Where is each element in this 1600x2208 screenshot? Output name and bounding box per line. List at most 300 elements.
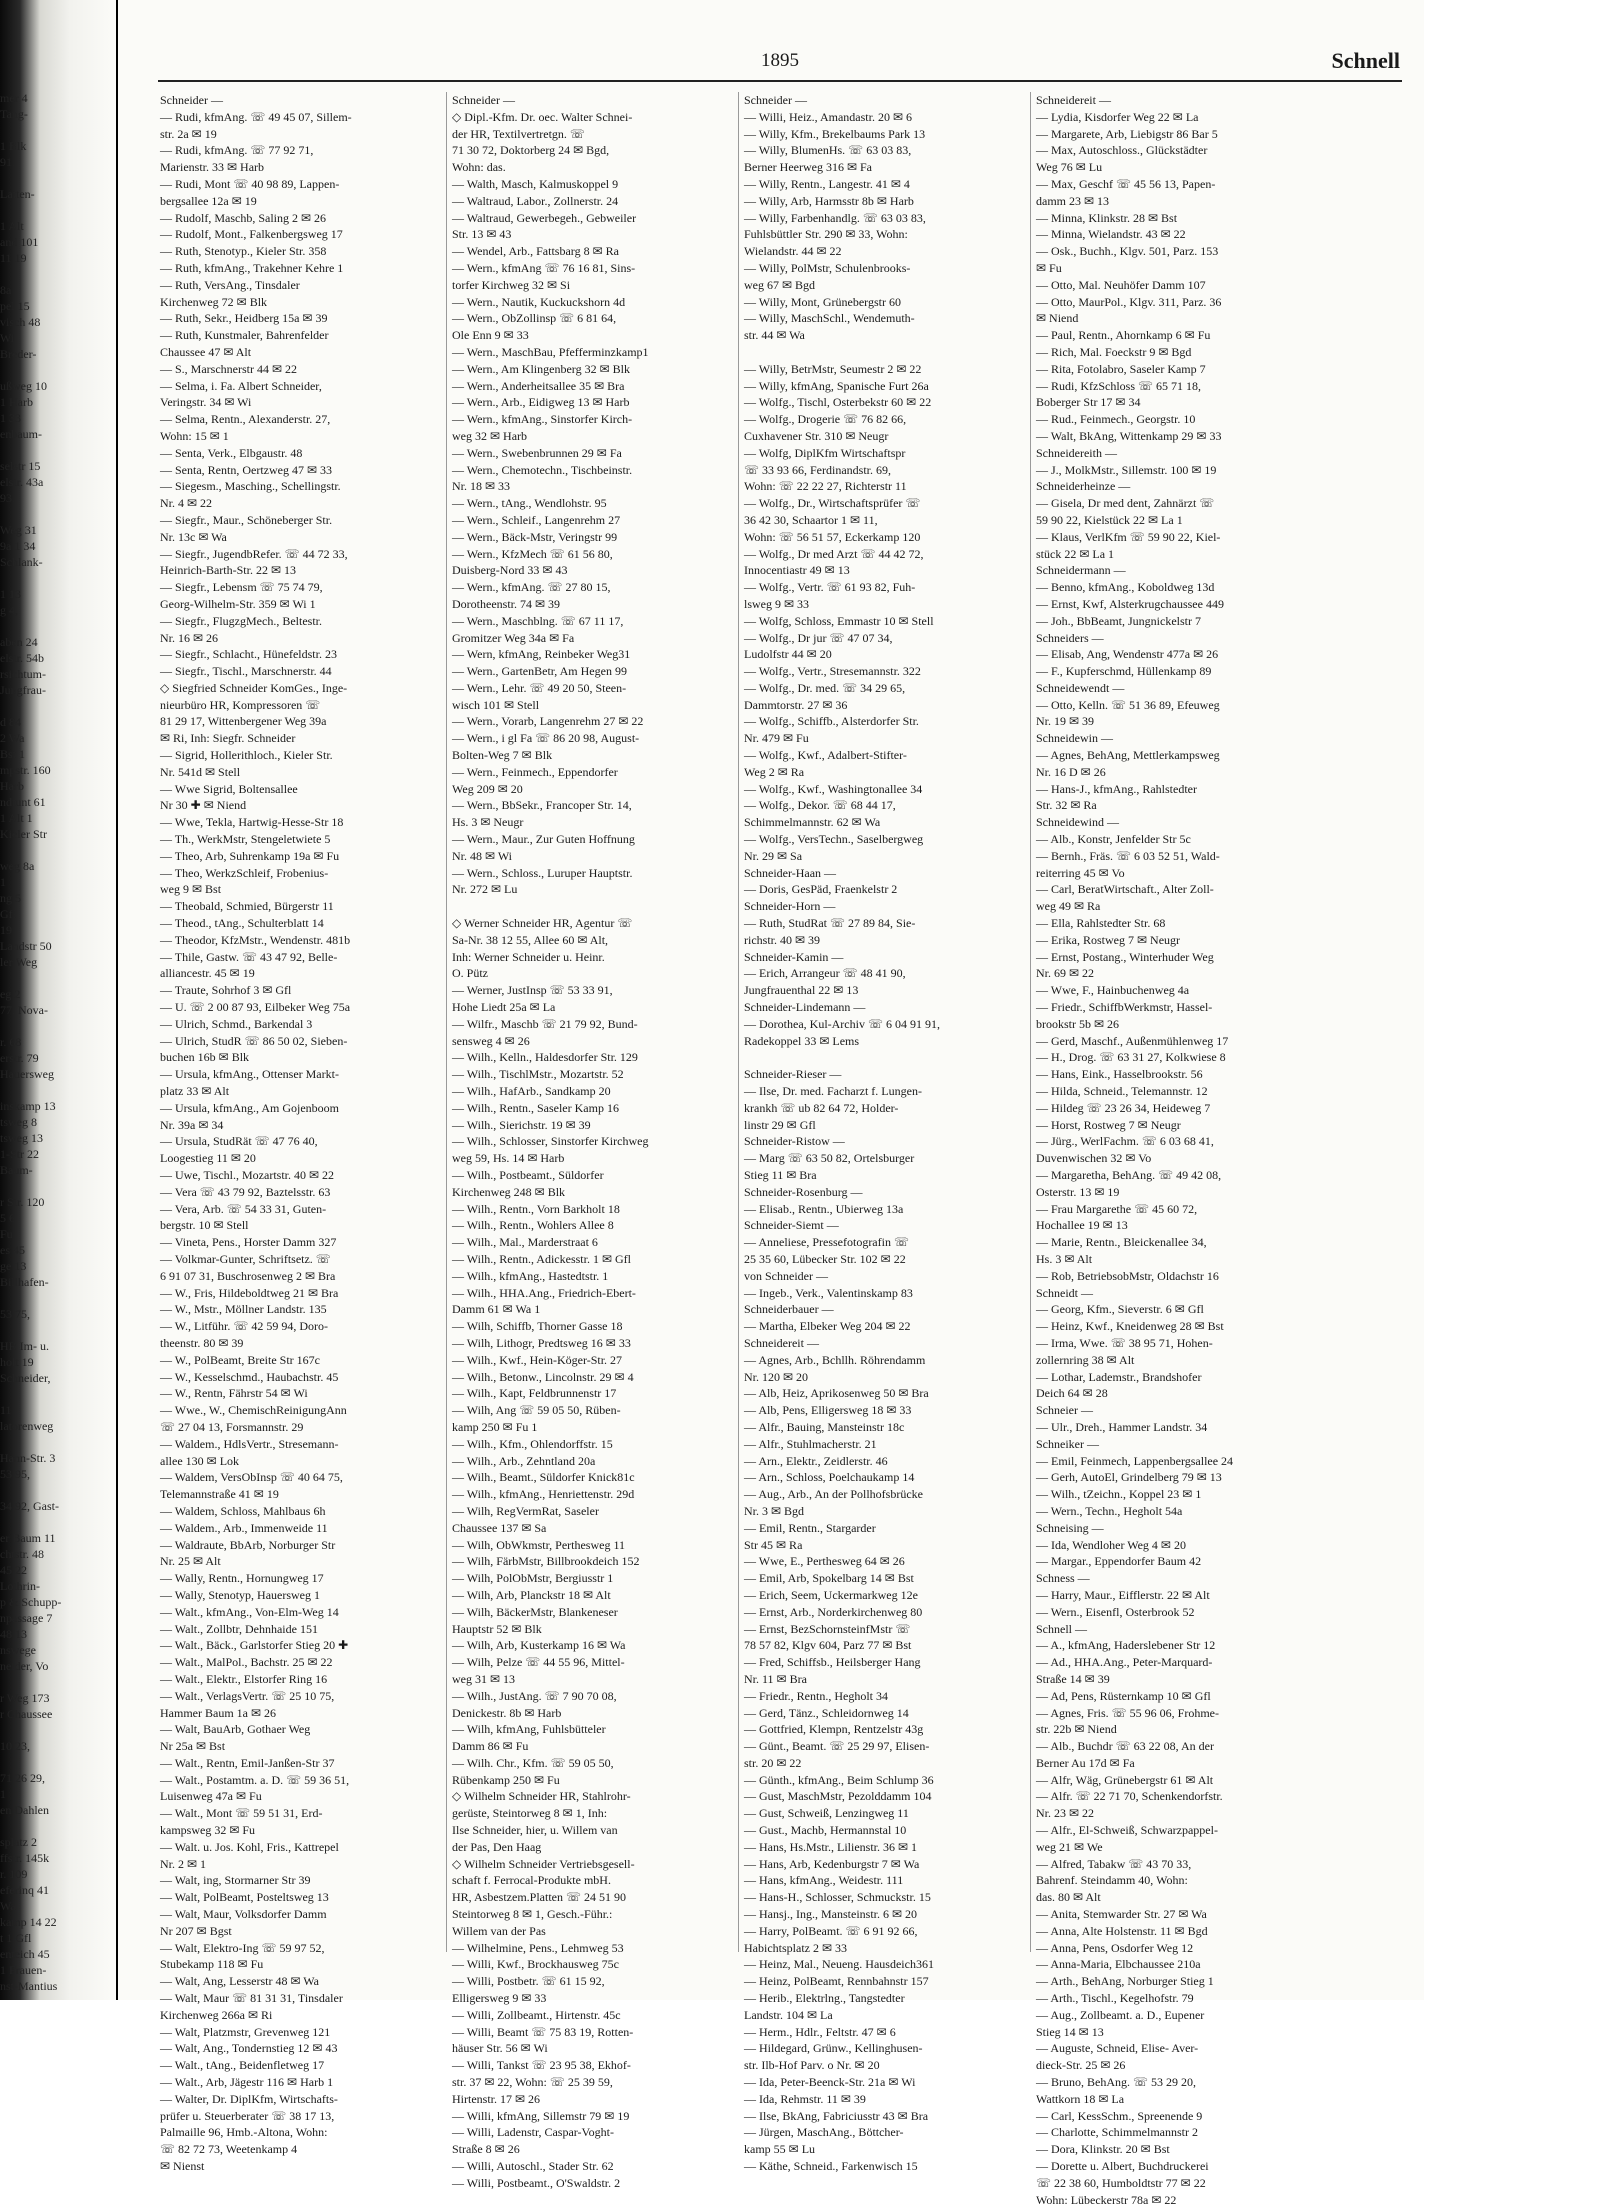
directory-entry-line: — Wolfg., Vertr. ☏ 61 93 82, Fuh- <box>744 580 916 595</box>
facing-page-line: 1 <box>0 875 6 889</box>
directory-entry-line: — Ida, Rehmstr. 11 ✉ 39 <box>744 2091 866 2106</box>
directory-entry-line: — Waltraud, Labor., Zollnerstr. 24 <box>452 193 619 208</box>
facing-page-line: Baum- <box>0 1163 33 1177</box>
directory-entry-line: theenstr. 80 ✉ 39 <box>160 1335 244 1350</box>
directory-entry-line: von Schneider — <box>744 1268 828 1283</box>
directory-entry-line: 81 29 17, Wittenbergener Weg 39a <box>160 714 327 729</box>
directory-entry-line: — Wern., Schloss., Luruper Hauptstr. <box>452 865 633 880</box>
directory-entry-line: Str. 32 ✉ Ra <box>1036 798 1097 813</box>
directory-entry-line: Telemannstraße 41 ✉ 19 <box>160 1487 279 1502</box>
directory-entry-line: — Wern., Arb., Eidigweg 13 ✉ Harb <box>452 395 630 410</box>
facing-page-line: 1 13 <box>0 587 21 601</box>
facing-page-line <box>0 170 112 186</box>
directory-entry-line: — Anna-Maria, Elbchaussee 210a <box>1036 1957 1201 1972</box>
directory-entry-line: — Senta, Verk., Elbgaustr. 48 <box>160 445 303 460</box>
directory-entry-line: — Wern., i gl Fa ☏ 86 20 98, August- <box>452 731 640 746</box>
facing-page-line: 10 23, <box>0 1739 30 1753</box>
directory-entry-line: — Ilse, BkAng, Fabriciusstr 43 ✉ Bra <box>744 2108 929 2123</box>
directory-entry-line: — Ida, Wendloher Weg 4 ✉ 20 <box>1036 1537 1186 1552</box>
directory-entry-line: häuser Str. 56 ✉ Wi <box>452 2041 548 2056</box>
directory-entry-line: — Gust, MaschMstr, Pezolddamm 104 <box>744 1789 932 1804</box>
directory-entry-line: Veringstr. 34 ✉ Wi <box>160 395 252 410</box>
directory-entry-line: — Wilh., Rentn., Adickesstr. 1 ✉ Gfl <box>452 1251 632 1266</box>
directory-entry-line: — Wilh., Mal., Marderstraat 6 <box>452 1235 598 1250</box>
directory-entry-line: Stieg 14 ✉ 13 <box>1036 2024 1104 2039</box>
directory-entry-line: — Gust., Machb, Hermannstal 10 <box>744 1823 907 1838</box>
directory-entry-line: — Erich, Arrangeur ☏ 48 41 90, <box>744 966 906 981</box>
directory-entry-line: allee 130 ✉ Lok <box>160 1453 240 1468</box>
directory-entry-line: — Traute, Sohrhof 3 ✉ Gfl <box>160 983 292 998</box>
facing-page-line <box>0 1322 112 1338</box>
directory-entry-line: — Wern., Techn., Hegholt 54a <box>1036 1503 1183 1518</box>
directory-entry-line: Nr. 13c ✉ Wa <box>160 529 227 544</box>
directory-entry-line: — Ulr., Dreh., Hammer Landstr. 34 <box>1036 1419 1208 1434</box>
directory-entry-line: — Martha, Elbeker Weg 204 ✉ 22 <box>744 1319 911 1334</box>
facing-page-line: 53 75, <box>0 1307 30 1321</box>
directory-entry-line: damm 23 ✉ 13 <box>1036 193 1110 208</box>
directory-entry-line: — Wilh, Ang ☏ 59 05 50, Rüben- <box>452 1403 621 1418</box>
directory-entry-line: — Arth., Tischl., Kegelhofstr. 79 <box>1036 1991 1194 2006</box>
facing-page-line: Weg 31 <box>0 523 37 537</box>
directory-entry-line: — Wilh., HHA.Ang., Friedrich-Ebert- <box>452 1285 636 1300</box>
facing-page-line: Fu <box>0 1227 13 1241</box>
directory-entry-line: — Lydia, Kisdorfer Weg 22 ✉ La <box>1036 109 1199 124</box>
directory-entry-line: — Rudolf, Mont., Falkenbergsweg 17 <box>160 227 343 242</box>
directory-entry-line: — Wilh., Beamt., Süldorfer Knick81c <box>452 1470 635 1485</box>
facing-page-line <box>0 1514 112 1530</box>
directory-entry-line: — Siegfr., FlugzgMech., Beltestr. <box>160 613 322 628</box>
directory-entry-line: Hauptstr 52 ✉ Blk <box>452 1621 542 1636</box>
directory-entry-line: — Theodor, KfzMstr., Wendenstr. 481b <box>160 932 351 947</box>
directory-entry-line: str. 22b ✉ Niend <box>1036 1722 1117 1737</box>
directory-entry-line: — Wolfg., VersTechn., Saselbergweg <box>744 832 924 847</box>
directory-entry-line: Chaussee 137 ✉ Sa <box>452 1520 547 1535</box>
directory-entry-line: — Vera, Arb. ☏ 54 33 31, Guten- <box>160 1201 327 1216</box>
facing-page-line: 45 22 <box>0 1563 27 1577</box>
directory-entry-line: Schneiderheinze — <box>1036 479 1131 494</box>
facing-page-line <box>0 1178 112 1194</box>
facing-page-line: elstr. 43a <box>0 475 44 489</box>
directory-entry-line: brookstr 5b ✉ 26 <box>1036 1016 1120 1031</box>
directory-entry-line: Denickestr. 8b ✉ Harb <box>452 1705 562 1720</box>
directory-entry-line: Schneider-Rieser — <box>744 1067 842 1082</box>
facing-page-line: Hann-Str. 3 <box>0 1451 56 1465</box>
directory-entry-line: — Selma, i. Fa. Albert Schneider, <box>160 378 322 393</box>
directory-entry-line: weg 59, Hs. 14 ✉ Harb <box>452 1151 565 1166</box>
directory-entry-line: — Walt., Bäck., Garlstorfer Stieg 20 ✚ <box>160 1638 349 1653</box>
directory-entry-line: — Walt., Postamtm. a. D. ☏ 59 36 51, <box>160 1772 350 1787</box>
directory-entry-line: Nr. 120 ✉ 20 <box>744 1369 809 1384</box>
directory-entry-line: — Wilh., Postbeamt., Süldorfer <box>452 1168 604 1182</box>
directory-entry-line: — Wilh., Betonw., Lincolnstr. 29 ✉ 4 <box>452 1369 634 1384</box>
directory-entry-line: — Gust, Schweiß, Lenzingweg 11 <box>744 1806 909 1821</box>
directory-entry-line: Nr. 16 ✉ 26 <box>160 630 219 645</box>
facing-page-line: and 101 <box>0 235 39 249</box>
directory-entry-line: — Wilh, BäckerMstr, Blankeneser <box>452 1604 618 1619</box>
directory-entry-line: Osterstr. 13 ✉ 19 <box>1036 1184 1120 1199</box>
directory-entry-line: Duisberg-Nord 33 ✉ 43 <box>452 563 568 578</box>
directory-entry-line: — Wolfg., Kwf., Washingtonallee 34 <box>744 781 923 796</box>
directory-entry-line: — Siegfr., Lebensm ☏ 75 74 79, <box>160 580 323 595</box>
facing-page-line: p & Schupp- <box>0 1595 62 1609</box>
directory-entry-line: — Gerd, Tänz., Schleidornweg 14 <box>744 1705 909 1720</box>
directory-entry-line: — Rob, BetriebsobMstr, Oldachstr 16 <box>1036 1268 1219 1283</box>
directory-entry-line: weg 67 ✉ Bgd <box>744 277 816 292</box>
facing-page-line: d 84 <box>0 715 21 729</box>
directory-entry-line: — Heinz, PolBeamt, Rennbahnstr 157 <box>744 1974 929 1989</box>
page-header <box>158 40 1402 82</box>
directory-entry-line: — Walt., tAng., Beidenfletweg 17 <box>160 2058 325 2073</box>
facing-page-line: tsweg 13 <box>0 1131 43 1145</box>
directory-entry-line: bergstr. 10 ✉ Stell <box>160 1218 249 1233</box>
directory-entry-line: ◇ Siegfried Schneider KomGes., Inge- <box>160 680 348 695</box>
directory-entry-line: — Wolfg., Tischl, Osterbekstr 60 ✉ 22 <box>744 395 932 410</box>
directory-entry-line: — Ella, Rahlstedter Str. 68 <box>1036 916 1166 931</box>
facing-page-line: Hauersweg <box>0 1067 54 1081</box>
facing-page-line: erstr. 79 <box>0 1051 39 1065</box>
directory-entry-line: str. 20 ✉ 22 <box>744 1755 802 1770</box>
directory-entry-line: — Walt, BkAng, Wittenkamp 29 ✉ 33 <box>1036 428 1222 443</box>
directory-entry-line: — Erich, Seem, Uckermarkweg 12e <box>744 1587 918 1602</box>
facing-page-line: er Baum 11 <box>0 1531 56 1545</box>
facing-page-line: 1 33 <box>0 411 21 425</box>
directory-entry-line: ✉ Fu <box>1036 260 1062 275</box>
directory-entry-line: — Walt, Ang., Tondernstieg 12 ✉ 43 <box>160 2041 338 2056</box>
directory-entry-line: — Margar., Eppendorfer Baum 42 <box>1036 1554 1202 1569</box>
directory-entry-line: Schneidewendt — <box>1036 680 1125 695</box>
directory-entry-line: — Doris, GesPäd, Fraenkelstr 2 <box>744 882 898 897</box>
directory-entry-line: — Wolfg., Dekor. ☏ 68 44 17, <box>744 798 896 813</box>
directory-entry-line: Loogestieg 11 ✉ 20 <box>160 1151 256 1166</box>
directory-entry-line: — Walt, Maur, Volksdorfer Damm <box>160 1907 327 1922</box>
facing-page-line: 1 Frauen- <box>0 1963 47 1977</box>
directory-entry-line: — Wern., MaschBau, Pfefferminzkamp1 <box>452 344 649 359</box>
directory-entry-line: — Gisela, Dr med dent, Zahnärzt ☏ <box>1036 496 1215 511</box>
directory-entry-line: — Margaretha, BehAng. ☏ 49 42 08, <box>1036 1168 1222 1182</box>
facing-page-line: 71 26 29, <box>0 1771 45 1785</box>
column-rule <box>446 92 447 1952</box>
directory-entry-line: Schneider-Haan — <box>744 865 837 880</box>
facing-page-line: t 1 Gfl <box>0 1931 32 1945</box>
facing-page-line <box>0 1674 112 1690</box>
directory-entry-line: — W., Fris, Hildeboldtweg 21 ✉ Bra <box>160 1285 339 1300</box>
directory-entry-line: ☏ 27 04 13, Forsmannstr. 29 <box>160 1419 304 1434</box>
directory-entry-line: — Ernst, Arb., Norderkirchenweg 80 <box>744 1604 923 1619</box>
facing-page-line: inskamp 13 <box>0 1099 56 1113</box>
directory-entry-line: — Wern., kfmAng ☏ 76 16 81, Sins- <box>452 260 636 275</box>
directory-entry-line: der Pas, Den Haag <box>452 1839 542 1854</box>
directory-entry-line: — Carl, KessSchm., Spreenende 9 <box>1036 2108 1203 2123</box>
directory-entry-line: 6 91 07 31, Buschrosenweg 2 ✉ Bra <box>160 1268 336 1283</box>
facing-page-line: 48 13 <box>0 1627 27 1641</box>
facing-page-line: Latten- <box>0 187 35 201</box>
facing-page-line: tsweg 8 <box>0 1115 37 1129</box>
directory-entry-line: str. 37 ✉ 22, Wohn: ☏ 25 39 59, <box>452 2075 613 2090</box>
directory-entry-line: — Wolfg, DiplKfm Wirtschaftspr <box>744 445 906 460</box>
directory-entry-line: ◇ Werner Schneider HR, Agentur ☏ <box>452 916 633 931</box>
facing-page-line: r. 68 <box>0 1035 22 1049</box>
directory-entry-line: — Harry, Maur., Eifflerstr. 22 ✉ Alt <box>1036 1587 1210 1602</box>
directory-entry-line: — Max, Autoschloss., Glückstädter <box>1036 143 1208 158</box>
directory-column-4 <box>1036 92 1318 2208</box>
directory-entry-line: str. 44 ✉ Wa <box>744 328 805 343</box>
directory-entry-line: — Wolfg., Vertr., Stresemannstr. 322 <box>744 664 921 679</box>
directory-entry-line: — Wern., Eisenfl, Osterbrook 52 <box>1036 1604 1195 1619</box>
directory-entry-line: — Ad, Pens, Rüsternkamp 10 ✉ Gfl <box>1036 1688 1211 1703</box>
directory-entry-line: — Wern., Bäck-Mstr, Veringstr 99 <box>452 529 618 544</box>
directory-entry-line: Str. 13 ✉ 43 <box>452 227 512 242</box>
directory-entry-line: — Wilh, kfmAng, Fuhlsbütteler <box>452 1722 606 1737</box>
directory-entry-line: — Walt, PolBeamt, Posteltsweg 13 <box>160 1890 329 1905</box>
directory-entry-line: — Heinz, Mal., Neueng. Hausdeich361 <box>744 1957 934 1972</box>
facing-page-line: 2 Wa <box>0 731 25 745</box>
directory-entry-line: — Ingeb., Verk., Valentinskamp 83 <box>744 1285 913 1300</box>
directory-entry-line: Nr 207 ✉ Bgst <box>160 1923 232 1938</box>
directory-entry-line: — Walt, BauArb, Gothaer Weg <box>160 1722 311 1737</box>
directory-entry-line: — Willy, BetrMstr, Seumestr 2 ✉ 22 <box>744 361 922 376</box>
directory-entry-line: — Walt., VerlagsVertr. ☏ 25 10 75, <box>160 1688 335 1703</box>
directory-entry-line: Straße 14 ✉ 39 <box>1036 1671 1110 1686</box>
directory-entry-line: — Rud., Feinmech., Georgstr. 10 <box>1036 412 1196 427</box>
directory-entry-line: — Volkmar-Gunter, Schriftsetz. ☏ <box>160 1251 331 1266</box>
directory-entry-line: Schneider-Kamin — <box>744 949 844 964</box>
directory-entry-line: — Emil, Arb, Spokelbarg 14 ✉ Bst <box>744 1571 914 1586</box>
facing-page-line <box>0 362 112 378</box>
directory-entry-line: — Alfred, Tabakw ☏ 43 70 33, <box>1036 1856 1192 1871</box>
directory-column-3 <box>744 92 1026 2175</box>
directory-entry-line: Rübenkamp 250 ✉ Fu <box>452 1772 560 1787</box>
directory-entry-line: — Willy, PolMstr, Schulenbrooks- <box>744 260 911 275</box>
directory-entry-line: — Dorothea, Kul-Archiv ☏ 6 04 91 91, <box>744 1016 940 1031</box>
directory-entry-line: ✉ Nienst <box>160 2159 205 2174</box>
directory-entry-line: — Ruth, Sekr., Heidberg 15a ✉ 39 <box>160 311 328 326</box>
directory-entry-line: — Walt., Mont ☏ 59 51 31, Erd- <box>160 1806 323 1821</box>
directory-entry-line: Georg-Wilhelm-Str. 359 ✉ Wi 1 <box>160 596 316 611</box>
directory-entry-line: — Dorette u. Albert, Buchdruckerei <box>1036 2159 1209 2174</box>
facing-page-line: 11 <box>0 1403 12 1417</box>
directory-entry-line: — Wilh., Rentn., Saseler Kamp 16 <box>452 1100 619 1115</box>
directory-entry-line: Nr. 479 ✉ Fu <box>744 731 809 746</box>
directory-entry-line: — Anna, Pens, Osdorfer Weg 12 <box>1036 1940 1194 1955</box>
directory-entry-line: — Willi, Autoschl., Stader Str. 62 <box>452 2159 614 2174</box>
directory-entry-line: — Bruno, BehAng. ☏ 53 29 20, <box>1036 2075 1197 2090</box>
directory-entry-line: — Willi, Zollbeamt., Hirtenstr. 45c <box>452 2007 621 2022</box>
facing-page-line: mer 4 <box>0 91 28 105</box>
directory-entry-line: kamp 55 ✉ Lu <box>744 2142 816 2157</box>
directory-entry-line: — Willi, kfmAng, Sillemstr 79 ✉ 19 <box>452 2108 630 2123</box>
directory-entry-line: — Wendel, Arb., Fattsbarg 8 ✉ Ra <box>452 244 619 259</box>
directory-entry-line: Schnell — <box>1036 1621 1087 1636</box>
directory-entry-line: Stieg 11 ✉ Bra <box>744 1168 817 1182</box>
directory-entry-line: weg 49 ✉ Ra <box>1036 899 1101 914</box>
directory-entry-line: Schneider-Lindemann — <box>744 1000 866 1015</box>
directory-entry-line: 59 90 22, Kielstück 22 ✉ La 1 <box>1036 512 1183 527</box>
directory-entry-line: ✉ Niend <box>1036 311 1079 326</box>
directory-entry-line: — Wilh., Schlosser, Sinstorfer Kirchweg <box>452 1134 649 1149</box>
directory-entry-line: — W., Litführ. ☏ 42 59 94, Doro- <box>160 1319 328 1334</box>
directory-entry-line: Palmaille 96, Hmb.-Altona, Wohn: <box>160 2125 328 2140</box>
directory-entry-line: — Theo, WerkzSchleif, Frobenius- <box>160 865 329 880</box>
directory-entry-line: — Wilh, PolObMstr, Bergiusstr 1 <box>452 1571 614 1586</box>
directory-entry-line: — Wwe, F., Hainbuchenweg 4a <box>1036 983 1190 998</box>
facing-page-line: ußweg 10 <box>0 379 47 393</box>
directory-entry-line: — Ursula, kfmAng., Am Gojenboom <box>160 1100 339 1115</box>
directory-entry-line: — Ida, Peter-Beenck-Str. 21a ✉ Wi <box>744 2075 916 2090</box>
facing-page-line: 9a 1 34 <box>0 539 36 553</box>
directory-entry-line: — Otto, Mal. Neuhöfer Damm 107 <box>1036 277 1206 292</box>
directory-entry-line: Steintorweg 8 ✉ 1, Gesch.-Führ.: <box>452 1907 613 1922</box>
directory-entry-line: Nr. 18 ✉ 33 <box>452 479 511 494</box>
facing-page-line: 77, Nova- <box>0 1003 48 1017</box>
directory-entry-line: — Wilh., kfmAng., Hastedtstr. 1 <box>452 1268 609 1283</box>
directory-entry-line: — Walter, Dr. DiplKfm, Wirtschafts- <box>160 2091 338 2106</box>
directory-entry-line: — Alfr, Wäg, Grünebergstr 61 ✉ Alt <box>1036 1772 1214 1787</box>
directory-entry-line: — Jürg., WerlFachm. ☏ 6 03 68 41, <box>1036 1134 1214 1149</box>
directory-entry-line: — Wwe, Tekla, Hartwig-Hesse-Str 18 <box>160 815 344 830</box>
directory-entry-line: — Willy, kfmAng, Spanische Furt 26a <box>744 378 929 393</box>
directory-entry-line: 36 42 30, Schaartor 1 ✉ 11, <box>744 512 878 527</box>
directory-column-2 <box>452 92 734 2192</box>
directory-entry-line: — Wilh, Lithogr, Predtsweg 16 ✉ 33 <box>452 1335 631 1350</box>
directory-entry-line: — Wilh. Chr., Kfm. ☏ 59 05 50, <box>452 1755 614 1770</box>
facing-page-line: Breder- <box>0 347 37 361</box>
directory-entry-line: — Horst, Rostweg 7 ✉ Neugr <box>1036 1117 1181 1132</box>
facing-page-line: Jungfrau- <box>0 683 46 697</box>
directory-entry-line: — Hans, Eink., Hasselbrookstr. 56 <box>1036 1067 1203 1082</box>
directory-entry-line: — W., Mstr., Möllner Landstr. 135 <box>160 1302 327 1317</box>
directory-entry-line: — Wolfg., Kwf., Adalbert-Stifter- <box>744 748 907 763</box>
directory-entry-line: ◇ Dipl.-Kfm. Dr. oec. Walter Schnei- <box>452 109 633 124</box>
directory-entry-line: Heinrich-Barth-Str. 22 ✉ 13 <box>160 563 297 578</box>
directory-entry-line: — Wilh, Arb, Kusterkamp 16 ✉ Wa <box>452 1638 626 1653</box>
directory-entry-line: Nr. 39a ✉ 34 <box>160 1117 224 1132</box>
facing-page-line <box>0 442 112 458</box>
facing-page-line: Schneider, <box>0 1371 51 1385</box>
facing-page-line: 1 Harb <box>0 395 33 409</box>
directory-entry-line: — Wwe, E., Perthesweg 64 ✉ 26 <box>744 1554 905 1569</box>
directory-entry-line: Ole Enn 9 ✉ 33 <box>452 328 529 343</box>
facing-page-line: nswege <box>0 1643 36 1657</box>
directory-entry-line: — Willi, Tankst ☏ 23 95 38, Ekhof- <box>452 2058 631 2073</box>
directory-entry-line: — Alfr., El-Schweiß, Schwarzpappel- <box>1036 1823 1218 1838</box>
directory-entry-line: — Minna, Klinkstr. 28 ✉ Bst <box>1036 210 1178 225</box>
directory-entry-line: Schneising — <box>1036 1520 1104 1535</box>
directory-entry-line: — Walt. u. Jos. Kohl, Fris., Kattrepel <box>160 1839 339 1854</box>
directory-entry-line: — Wern., Chemotechn., Tischbeinstr. <box>452 462 633 477</box>
facing-page-line: 11 19 <box>0 251 27 265</box>
facing-page-line: 34 92, Gast- <box>0 1499 59 1513</box>
directory-entry-line: Nr. 25 ✉ Alt <box>160 1554 221 1569</box>
directory-entry-line: — Rudi, Mont ☏ 40 98 89, Lappen- <box>160 176 340 191</box>
directory-entry-line: Nr 30 ✚ ✉ Niend <box>160 798 247 813</box>
directory-entry-line: — Willi, Postbetr. ☏ 61 15 92, <box>452 1974 605 1989</box>
directory-entry-line: — Waldem, VersObInsp ☏ 40 64 75, <box>160 1470 343 1485</box>
directory-entry-line: Kirchenweg 266a ✉ Ri <box>160 2007 273 2022</box>
facing-page-line <box>0 842 112 858</box>
directory-entry-line: Jungfrauenthal 22 ✉ 13 <box>744 983 859 998</box>
directory-entry-line: Duvenwischen 32 ✉ Vo <box>1036 1151 1152 1166</box>
directory-entry-line: — Walt., Rentn, Emil-Janßen-Str 37 <box>160 1755 335 1770</box>
directory-entry-line: — Ernst, Postang., Winterhuder Weg <box>1036 949 1214 964</box>
facing-page-line: r. 109 <box>0 1867 28 1881</box>
directory-entry-line: — Herm., Hdlr., Feltstr. 47 ✉ 6 <box>744 2024 896 2039</box>
facing-page-line: npassage 7 <box>0 1611 53 1625</box>
directory-entry-line: — Rudi, kfmAng. ☏ 49 45 07, Sillem- <box>160 109 352 124</box>
directory-entry-line: Sa-Nr. 38 12 55, Allee 60 ✉ Alt, <box>452 932 609 947</box>
facing-page-line: Kieler Str <box>0 827 47 841</box>
directory-entry-line: — Hilda, Schneid., Telemannstr. 12 <box>1036 1084 1208 1099</box>
directory-entry-line: — Rudolf, Maschb, Saling 2 ✉ 26 <box>160 210 327 225</box>
facing-page-line: HR Im- u. <box>0 1339 49 1353</box>
directory-entry-line: das. 80 ✉ Alt <box>1036 1890 1101 1905</box>
directory-entry-line: Habichtsplatz 2 ✉ 33 <box>744 1940 848 1955</box>
directory-entry-line: — Arth., BehAng, Norburger Stieg 1 <box>1036 1974 1214 1989</box>
directory-entry-line: — Friedr., SchiffbWerkmstr, Hassel- <box>1036 1000 1213 1015</box>
directory-entry-line: — Wern., Maur., Zur Guten Hoffnung <box>452 832 635 847</box>
directory-entry-line: — Wilh., Kelln., Haldesdorfer Str. 129 <box>452 1050 638 1065</box>
directory-entry-line: — Wern., Nautik, Kuckuckshorn 4d <box>452 294 626 309</box>
directory-entry-line: — Carl, BeratWirtschaft., Alter Zoll- <box>1036 882 1214 897</box>
directory-entry-line: Str 45 ✉ Ra <box>744 1537 803 1552</box>
facing-page-line <box>0 1082 112 1098</box>
facing-page-line: rsichtum- <box>0 667 46 681</box>
directory-entry-line: Schneidewin — <box>1036 731 1113 746</box>
directory-entry-line: — Paul, Rentn., Ahornkamp 6 ✉ Fu <box>1036 328 1211 343</box>
directory-entry-line: — Ruth, VersAng., Tinsdaler <box>160 277 300 292</box>
directory-entry-line: — Werner, JustInsp ☏ 53 33 91, <box>452 983 613 998</box>
facing-page-line <box>0 570 112 586</box>
directory-entry-line: — Alfr., Stuhlmacherstr. 21 <box>744 1436 877 1451</box>
directory-entry-line: — Günt., Beamt. ☏ 25 29 97, Elisen- <box>744 1739 930 1754</box>
directory-entry-line: — Elisab, Ang, Wendenstr 477a ✉ 26 <box>1036 647 1219 662</box>
facing-page-line: Landstr 50 <box>0 939 52 953</box>
directory-entry-line: Bolten-Weg 7 ✉ Blk <box>452 748 553 763</box>
directory-entry-line: — Ulrich, StudR ☏ 86 50 02, Sieben- <box>160 1033 348 1048</box>
directory-entry-line: Nr. 2 ✉ 1 <box>160 1856 207 1871</box>
directory-entry-line: Dorotheenstr. 74 ✉ 39 <box>452 596 561 611</box>
facing-page-line: 1-Str 22 <box>0 1147 39 1161</box>
directory-entry-line: — Wolfg., Dr med Arzt ☏ 44 42 72, <box>744 546 924 561</box>
directory-entry-line: — Willi, Ladenstr, Caspar-Voght- <box>452 2125 614 2140</box>
facing-page-line: pel 15 <box>0 299 30 313</box>
facing-page-line: Harb <box>0 779 24 793</box>
facing-page-line <box>0 1482 112 1498</box>
directory-entry-line: ☏ 82 72 73, Weetenkamp 4 <box>160 2142 298 2157</box>
directory-entry-line: — Willy, Mont, Grünebergstr 60 <box>744 294 901 309</box>
facing-page-line: enteich 45 <box>0 1947 50 1961</box>
directory-entry-line: Inh: Werner Schneider u. Heinr. <box>452 949 605 964</box>
directory-entry-line: — Willi, Kwf., Brockhausweg 75c <box>452 1957 619 1972</box>
facing-page-line: Billhafen- <box>0 1275 49 1289</box>
directory-entry-line: — Waltraud, Gewerbegeh., Gebweiler <box>452 210 637 225</box>
directory-entry-line: — Ernst, Kwf, Alsterkrugchaussee 449 <box>1036 596 1224 611</box>
directory-entry-line: — Friedr., Rentn., Hegholt 34 <box>744 1688 888 1703</box>
directory-entry-line: Nr. 3 ✉ Bgd <box>744 1503 805 1518</box>
directory-entry-line <box>452 898 734 915</box>
directory-entry-line: — Wern., ObZollinsp ☏ 6 81 64, <box>452 311 617 326</box>
directory-entry-line: — Ruth, Stenotyp., Kieler Str. 358 <box>160 244 327 259</box>
directory-entry-line: Wohn: ☏ 22 22 27, Richterstr 11 <box>744 479 907 494</box>
directory-entry-line: — Rudi, kfmAng. ☏ 77 92 71, <box>160 143 314 158</box>
directory-entry-line: — W., Rentn, Fährstr 54 ✉ Wi <box>160 1386 308 1401</box>
directory-entry-line: Nr. 11 ✉ Bra <box>744 1671 807 1686</box>
directory-entry-line: — Wern., Schleif., Langenrehm 27 <box>452 512 621 527</box>
directory-entry-line: — Arn., Schloss, Poelchaukamp 14 <box>744 1470 915 1485</box>
directory-entry-line: Nr. 19 ✉ 39 <box>1036 714 1095 729</box>
facing-page-line: r Weg 173 <box>0 1691 50 1705</box>
directory-entry-line: — Alb, Heiz, Aprikosenweg 50 ✉ Bra <box>744 1386 929 1401</box>
directory-entry-line: Schneidermann — <box>1036 563 1126 578</box>
